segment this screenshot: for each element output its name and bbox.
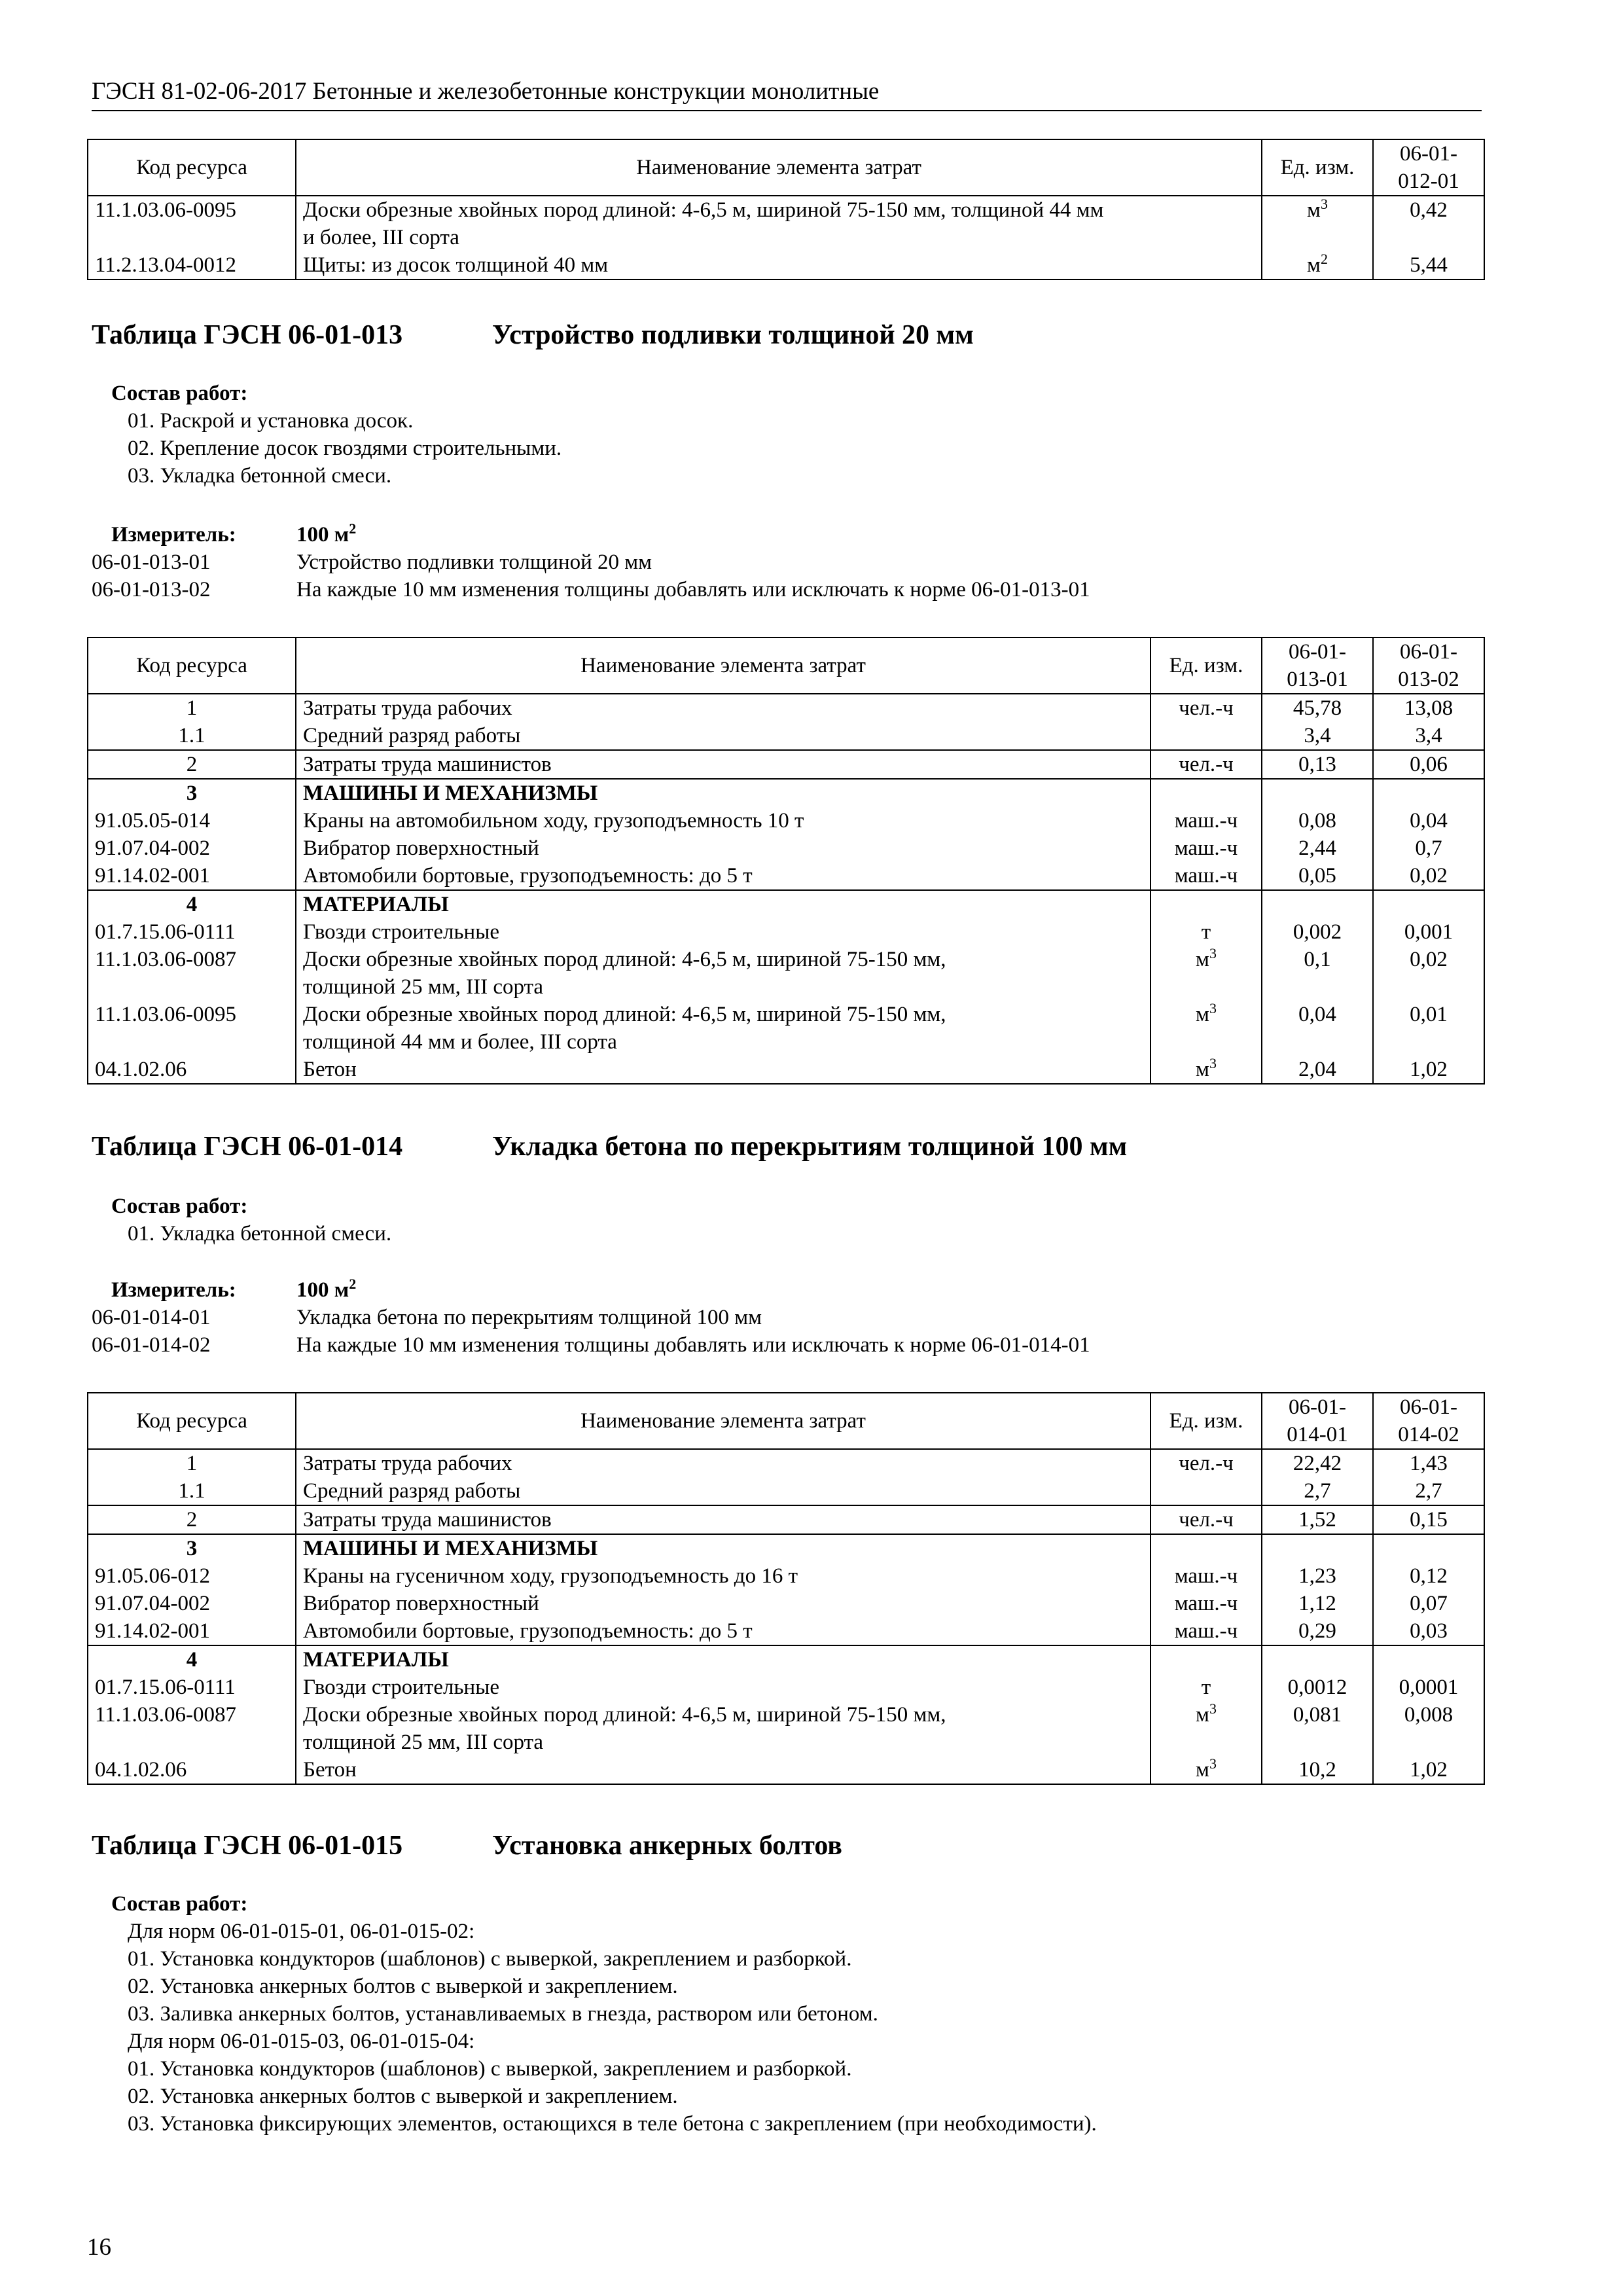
norm-value-1 xyxy=(1262,890,1373,918)
resource-code: 04.1.02.06 xyxy=(88,1056,296,1084)
table-row xyxy=(88,1534,1484,1562)
unit-text: чел.-ч xyxy=(1179,696,1234,720)
resource-code: 11.1.03.06-0095 xyxy=(88,196,296,251)
resource-table-013 xyxy=(87,637,1485,1085)
resource-code: 11.1.03.06-0095 xyxy=(88,1001,296,1056)
unit-text: м xyxy=(1196,1058,1209,1081)
norm-value-2: 0,03 xyxy=(1373,1617,1484,1645)
resource-unit xyxy=(1262,251,1373,279)
table-caption: Установка анкерных болтов xyxy=(492,1831,842,1861)
table-row xyxy=(88,807,1484,834)
resource-name xyxy=(296,1534,1150,1562)
resource-unit xyxy=(1150,694,1262,722)
resource-unit xyxy=(1150,1449,1262,1477)
resource-name-line: МАТЕРИАЛЫ xyxy=(303,893,449,916)
section-title-014 xyxy=(92,1128,1127,1165)
resource-name xyxy=(296,918,1150,946)
table-row xyxy=(88,1756,1484,1784)
norm-code: 06-01-013-02 xyxy=(92,578,211,601)
table-row xyxy=(88,1674,1484,1701)
table-row xyxy=(88,946,1484,1001)
table-body xyxy=(88,196,1484,279)
page-number: 16 xyxy=(87,2234,111,2261)
unit-text: маш.-ч xyxy=(1174,809,1238,833)
unit-text: т xyxy=(1201,1676,1211,1699)
meter-value: 100 $м^2$ xyxy=(296,520,357,547)
resource-name-line: Затраты труда машинистов xyxy=(303,1508,552,1532)
norm-text: Устройство подливки толщиной 20 мм xyxy=(296,550,652,574)
resource-code: 91.07.04-002 xyxy=(88,834,296,862)
col-header-name: Наименование элемента затрат xyxy=(296,637,1150,694)
resource-name xyxy=(296,890,1150,918)
meter-label: Измеритель: xyxy=(111,1278,236,1302)
work-step: 01. Раскрой и установка досок. xyxy=(128,409,414,433)
col-header-code: Код ресурса xyxy=(88,139,296,196)
norm-value-1: 10,2 xyxy=(1262,1756,1373,1784)
unit-exponent: 2 xyxy=(1320,251,1328,267)
norm-value-1: 0,04 xyxy=(1262,1001,1373,1056)
resource-unit xyxy=(1150,946,1262,1001)
work-step: 02. Крепление досок гвоздями строительными. xyxy=(128,437,562,460)
norm-value-2 xyxy=(1373,890,1484,918)
resource-code: 4 xyxy=(88,1645,296,1674)
resource-name xyxy=(296,251,1262,279)
resource-name xyxy=(296,779,1150,807)
norm-text: Укладка бетона по перекрытиям толщиной 100 мм xyxy=(296,1306,762,1329)
resource-unit xyxy=(1150,918,1262,946)
resource-name xyxy=(296,1617,1150,1645)
resource-unit xyxy=(1150,1056,1262,1084)
col-header-norm-1: 06-01- 013-01 xyxy=(1262,637,1373,694)
table-row xyxy=(88,1505,1484,1534)
resource-name xyxy=(296,1056,1150,1084)
norm-value-2 xyxy=(1373,1645,1484,1674)
norm-value-2: 0,06 xyxy=(1373,750,1484,779)
resource-code: 91.05.05-014 xyxy=(88,807,296,834)
resource-unit xyxy=(1150,1645,1262,1674)
resource-code: 3 xyxy=(88,1534,296,1562)
work-step: 02. Установка анкерных болтов с выверкой и закреплением. xyxy=(128,1975,678,1998)
norm-code: 06-01-014-02 xyxy=(92,1333,211,1357)
resource-name-line: Автомобили бортовые, грузоподъемность: до 5 т xyxy=(303,1619,753,1643)
work-step: Для норм 06-01-015-01, 06-01-015-02: xyxy=(128,1920,475,1943)
col-header-norm-1: 06-01- 014-01 xyxy=(1262,1393,1373,1449)
norm-value-1: 0,29 xyxy=(1262,1617,1373,1645)
resource-code: 2 xyxy=(88,1505,296,1534)
unit-text: м xyxy=(1196,1003,1209,1026)
resource-name xyxy=(296,1562,1150,1590)
resource-name xyxy=(296,750,1150,779)
unit-exponent: 3 xyxy=(1320,196,1328,212)
resource-unit xyxy=(1150,834,1262,862)
norm-value-2: 2,7 xyxy=(1373,1477,1484,1505)
resource-code: 1 xyxy=(88,1449,296,1477)
norm-value-1: 2,7 xyxy=(1262,1477,1373,1505)
norm-value-2: 0,02 xyxy=(1373,862,1484,890)
norm-code: 06-01-013-01 xyxy=(92,550,211,574)
col-header-code: Код ресурса xyxy=(88,1393,296,1449)
resource-name xyxy=(296,807,1150,834)
resource-name-line: Доски обрезные хвойных пород длиной: 4-6,5 м, шириной 75-150 мм, xyxy=(303,1703,946,1727)
work-step: 03. Заливка анкерных болтов, устанавливаемых в гнезда, раствором или бетоном. xyxy=(128,2002,878,2026)
table-number: Таблица ГЭСН 06-01-014 xyxy=(92,1132,403,1162)
norm-value-1: 0,05 xyxy=(1262,862,1373,890)
unit-text: маш.-ч xyxy=(1174,864,1238,888)
norm-value-2: 3,4 xyxy=(1373,722,1484,750)
work-step: 02. Установка анкерных болтов с выверкой и закреплением. xyxy=(128,2085,678,2108)
resource-name-line: Гвозди строительные xyxy=(303,920,500,944)
unit-text: т xyxy=(1201,920,1211,944)
resource-name-line: Бетон xyxy=(303,1058,357,1081)
section-title-015 xyxy=(92,1827,842,1864)
resource-unit xyxy=(1150,1701,1262,1756)
norm-value-2: 0,01 xyxy=(1373,1001,1484,1056)
resource-code: 11.1.03.06-0087 xyxy=(88,946,296,1001)
resource-unit xyxy=(1150,1001,1262,1056)
resource-unit xyxy=(1262,196,1373,251)
table-row xyxy=(88,694,1484,722)
resource-name-line: Щиты: из досок толщиной 40 мм xyxy=(303,253,609,277)
norm-value-1 xyxy=(1262,1534,1373,1562)
resource-unit xyxy=(1150,1477,1262,1505)
resource-code: 4 xyxy=(88,890,296,918)
norm-value-2: 0,7 xyxy=(1373,834,1484,862)
resource-name xyxy=(296,1645,1150,1674)
work-step: 01. Установка кондукторов (шаблонов) с выверкой, закреплением и разборкой. xyxy=(128,1947,852,1971)
work-composition-014 xyxy=(111,1193,247,1220)
col-header-unit: Ед. изм. xyxy=(1150,637,1262,694)
resource-code: 91.14.02-001 xyxy=(88,862,296,890)
work-step: 01. Укладка бетонной смеси. xyxy=(128,1222,392,1246)
resource-name-line: МАШИНЫ И МЕХАНИЗМЫ xyxy=(303,781,598,805)
unit-text: м xyxy=(1196,1758,1209,1782)
unit-exponent: 3 xyxy=(1209,1055,1217,1071)
resource-name xyxy=(296,1590,1150,1617)
resource-unit xyxy=(1150,862,1262,890)
work-step: 03. Укладка бетонной смеси. xyxy=(128,464,392,488)
resource-name xyxy=(296,722,1150,750)
table-row xyxy=(88,1477,1484,1505)
col-header-norm-2: 06-01- 014-02 xyxy=(1373,1393,1484,1449)
table-body xyxy=(88,694,1484,1084)
meter-label: Измеритель: xyxy=(111,523,236,547)
resource-name-line: МАТЕРИАЛЫ xyxy=(303,1648,449,1672)
table-row xyxy=(88,1001,1484,1056)
resource-name-line: Гвозди строительные xyxy=(303,1676,500,1699)
resource-unit xyxy=(1150,1534,1262,1562)
norm-value-2: 0,04 xyxy=(1373,807,1484,834)
resource-table-012 xyxy=(87,139,1485,280)
unit-text: маш.-ч xyxy=(1174,836,1238,860)
resource-unit xyxy=(1150,807,1262,834)
work-steps-013 xyxy=(128,407,562,490)
norm-value-1: 1,52 xyxy=(1262,1505,1373,1534)
norm-value-1: 3,4 xyxy=(1262,722,1373,750)
resource-name-line: Затраты труда рабочих xyxy=(303,696,512,720)
resource-unit xyxy=(1150,1505,1262,1534)
resource-code: 01.7.15.06-0111 xyxy=(88,918,296,946)
resource-code: 1 xyxy=(88,694,296,722)
table-row xyxy=(88,834,1484,862)
table-row xyxy=(88,1590,1484,1617)
resource-code: 1.1 xyxy=(88,722,296,750)
col-header-name: Наименование элемента затрат xyxy=(296,1393,1150,1449)
table-number: Таблица ГЭСН 06-01-015 xyxy=(92,1831,403,1861)
norm-value-1: 45,78 xyxy=(1262,694,1373,722)
norm-text: На каждые 10 мм изменения толщины добавлять или исключать к норме 06-01-014-01 xyxy=(296,1333,1090,1357)
table-row xyxy=(88,779,1484,807)
resource-name xyxy=(296,1505,1150,1534)
resource-name-line: и более, III сорта xyxy=(303,226,459,249)
resource-name xyxy=(296,862,1150,890)
work-step: 01. Установка кондукторов (шаблонов) с выверкой, закреплением и разборкой. xyxy=(128,2057,852,2081)
norm-value-1: 0,0012 xyxy=(1262,1674,1373,1701)
resource-name-line: Средний разряд работы xyxy=(303,1479,521,1503)
resource-name-line: Доски обрезные хвойных пород длиной: 4-6,5 м, шириной 75-150 мм, xyxy=(303,1003,946,1026)
norm-value-1: 2,44 xyxy=(1262,834,1373,862)
resource-code: 91.14.02-001 xyxy=(88,1617,296,1645)
resource-unit xyxy=(1150,890,1262,918)
work-composition-label: Состав работ: xyxy=(111,1892,248,1916)
resource-name-line: толщиной 44 мм и более, III сорта xyxy=(303,1030,617,1054)
norm-value-1: 0,13 xyxy=(1262,750,1373,779)
table-row xyxy=(88,750,1484,779)
unit-text: м xyxy=(1307,198,1321,222)
work-composition-label: Состав работ: xyxy=(111,382,248,405)
unit-text: чел.-ч xyxy=(1179,1452,1234,1475)
work-composition-label: Состав работ: xyxy=(111,1194,248,1218)
resource-name-line: Вибратор поверхностный xyxy=(303,1592,539,1615)
resource-name-line: толщиной 25 мм, III сорта xyxy=(303,1731,544,1754)
norm-value-1: 1,23 xyxy=(1262,1562,1373,1590)
resource-name xyxy=(296,1674,1150,1701)
resource-name-line: Затраты труда рабочих xyxy=(303,1452,512,1475)
norm-value-2: 0,12 xyxy=(1373,1562,1484,1590)
unit-exponent: 3 xyxy=(1209,1755,1217,1772)
table-row xyxy=(88,1701,1484,1756)
meter-block-013 xyxy=(92,521,1090,603)
resource-name-line: Бетон xyxy=(303,1758,357,1782)
resource-name-line: толщиной 25 мм, III сорта xyxy=(303,975,544,999)
table-row xyxy=(88,1562,1484,1590)
table-row xyxy=(88,251,1484,279)
norm-value-1: 5,44 xyxy=(1373,251,1484,279)
work-composition-013 xyxy=(111,380,247,407)
norm-value-1 xyxy=(1262,779,1373,807)
table-number: Таблица ГЭСН 06-01-013 xyxy=(92,320,403,350)
resource-name xyxy=(296,694,1150,722)
col-header-norm-2: 06-01- 013-02 xyxy=(1373,637,1484,694)
resource-name-line: Краны на автомобильном ходу, грузоподъемность 10 т xyxy=(303,809,804,833)
table-row xyxy=(88,890,1484,918)
table-row xyxy=(88,862,1484,890)
resource-code: 11.1.03.06-0087 xyxy=(88,1701,296,1756)
resource-code: 91.07.04-002 xyxy=(88,1590,296,1617)
resource-code: 91.05.06-012 xyxy=(88,1562,296,1590)
work-step: Для норм 06-01-015-03, 06-01-015-04: xyxy=(128,2030,475,2053)
norm-value-1: 1,12 xyxy=(1262,1590,1373,1617)
table-row xyxy=(88,722,1484,750)
norm-value-2: 1,43 xyxy=(1373,1449,1484,1477)
table-row xyxy=(88,1449,1484,1477)
norm-value-1: 22,42 xyxy=(1262,1449,1373,1477)
unit-exponent: 3 xyxy=(1209,945,1217,961)
table-row xyxy=(88,918,1484,946)
norm-value-1: 0,002 xyxy=(1262,918,1373,946)
resource-name xyxy=(296,834,1150,862)
unit-text: м xyxy=(1307,253,1321,277)
unit-exponent: 3 xyxy=(1209,1700,1217,1717)
col-header-unit: Ед. изм. xyxy=(1150,1393,1262,1449)
resource-unit xyxy=(1150,1674,1262,1701)
resource-name-line: Средний разряд работы xyxy=(303,724,521,747)
resource-unit xyxy=(1150,1617,1262,1645)
norm-value-2: 0,001 xyxy=(1373,918,1484,946)
norm-value-2: 13,08 xyxy=(1373,694,1484,722)
unit-text: чел.-ч xyxy=(1179,753,1234,776)
unit-text: маш.-ч xyxy=(1174,1619,1238,1643)
meter-block-014 xyxy=(92,1276,1090,1359)
resource-code: 04.1.02.06 xyxy=(88,1756,296,1784)
resource-name xyxy=(296,1756,1150,1784)
resource-name xyxy=(296,1449,1150,1477)
table-row xyxy=(88,196,1484,251)
norm-value-1: 0,1 xyxy=(1262,946,1373,1001)
resource-code: 1.1 xyxy=(88,1477,296,1505)
unit-text: маш.-ч xyxy=(1174,1592,1238,1615)
norm-value-1: 2,04 xyxy=(1262,1056,1373,1084)
norm-value-2: 1,02 xyxy=(1373,1056,1484,1084)
unit-text: м xyxy=(1196,1703,1209,1727)
resource-name xyxy=(296,1477,1150,1505)
unit-text: м xyxy=(1196,948,1209,971)
table-caption: Устройство подливки толщиной 20 мм xyxy=(492,320,974,350)
running-header: ГЭСН 81-02-06-2017 Бетонные и железобетонные конструкции монолитные xyxy=(92,76,1482,111)
table-row xyxy=(88,1617,1484,1645)
resource-code: 11.2.13.04-0012 xyxy=(88,251,296,279)
work-steps-015 xyxy=(128,1918,1097,2138)
table-row xyxy=(88,1645,1484,1674)
resource-name xyxy=(296,1001,1150,1056)
norm-value-2: 0,0001 xyxy=(1373,1674,1484,1701)
work-steps-014 xyxy=(128,1220,391,1247)
table-caption: Укладка бетона по перекрытиям толщиной 100 мм xyxy=(492,1132,1128,1162)
norm-value-1: 0,081 xyxy=(1262,1701,1373,1756)
resource-name-line: Вибратор поверхностный xyxy=(303,836,539,860)
norm-value-2: 0,02 xyxy=(1373,946,1484,1001)
norm-value-2: 0,008 xyxy=(1373,1701,1484,1756)
col-header-unit: Ед. изм. xyxy=(1262,139,1373,196)
table-body xyxy=(88,1449,1484,1784)
work-composition-015 xyxy=(111,1890,247,1918)
norm-value-2: 0,15 xyxy=(1373,1505,1484,1534)
resource-unit xyxy=(1150,1756,1262,1784)
unit-exponent: 3 xyxy=(1209,1000,1217,1016)
resource-code: 3 xyxy=(88,779,296,807)
col-header-norm: 06-01- 012-01 xyxy=(1373,139,1484,196)
meter-value: 100 $м^2$ xyxy=(296,1276,357,1302)
norm-value-2: 0,07 xyxy=(1373,1590,1484,1617)
resource-unit xyxy=(1150,779,1262,807)
resource-name xyxy=(296,1701,1150,1756)
resource-name xyxy=(296,196,1262,251)
resource-unit xyxy=(1150,722,1262,750)
col-header-code: Код ресурса xyxy=(88,637,296,694)
resource-name-line: Доски обрезные хвойных пород длиной: 4-6,5 м, шириной 75-150 мм, xyxy=(303,948,946,971)
unit-text: чел.-ч xyxy=(1179,1508,1234,1532)
norm-text: На каждые 10 мм изменения толщины добавлять или исключать к норме 06-01-013-01 xyxy=(296,578,1090,601)
work-step: 03. Установка фиксирующих элементов, остающихся в теле бетона с закреплением (при необходимости). xyxy=(128,2112,1097,2136)
norm-value-1 xyxy=(1262,1645,1373,1674)
resource-code: 01.7.15.06-0111 xyxy=(88,1674,296,1701)
table-row xyxy=(88,1056,1484,1084)
resource-code: 2 xyxy=(88,750,296,779)
resource-name-line: Краны на гусеничном ходу, грузоподъемность до 16 т xyxy=(303,1564,798,1588)
norm-value-2 xyxy=(1373,779,1484,807)
resource-table-014 xyxy=(87,1392,1485,1785)
resource-name-line: Затраты труда машинистов xyxy=(303,753,552,776)
norm-value-2 xyxy=(1373,1534,1484,1562)
resource-name xyxy=(296,946,1150,1001)
col-header-name: Наименование элемента затрат xyxy=(296,139,1262,196)
resource-unit xyxy=(1150,1590,1262,1617)
norm-value-2: 1,02 xyxy=(1373,1756,1484,1784)
resource-unit xyxy=(1150,1562,1262,1590)
norm-code: 06-01-014-01 xyxy=(92,1306,211,1329)
norm-value-1: 0,08 xyxy=(1262,807,1373,834)
section-title-013 xyxy=(92,317,974,353)
norm-value-1: 0,42 xyxy=(1373,196,1484,251)
unit-text: маш.-ч xyxy=(1174,1564,1238,1588)
resource-name-line: МАШИНЫ И МЕХАНИЗМЫ xyxy=(303,1537,598,1560)
resource-unit xyxy=(1150,750,1262,779)
resource-name-line: Доски обрезные хвойных пород длиной: 4-6,5 м, шириной 75-150 мм, толщиной 44 мм xyxy=(303,198,1104,222)
resource-name-line: Автомобили бортовые, грузоподъемность: до 5 т xyxy=(303,864,753,888)
